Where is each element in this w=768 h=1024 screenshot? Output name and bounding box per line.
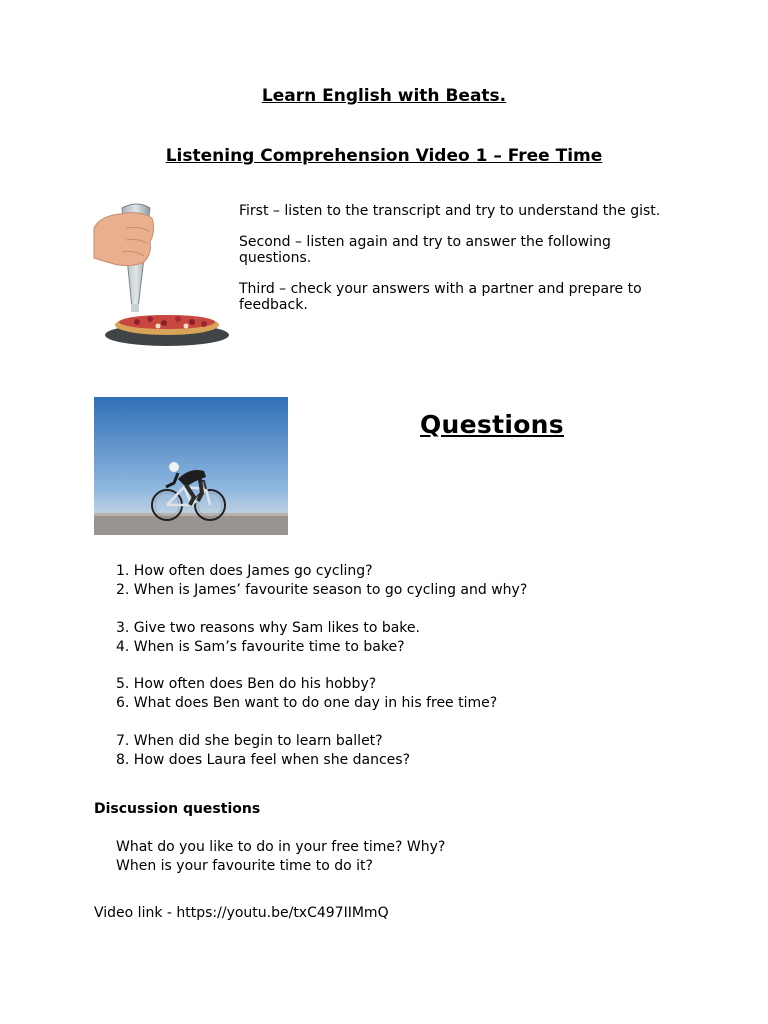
- cyclist-image: [94, 397, 288, 535]
- question-2: 2. When is James’ favourite season to go cycling and why?: [116, 582, 528, 598]
- video-link[interactable]: Video link - https://youtu.be/txC497IIMmQ: [94, 905, 389, 921]
- question-1: 1. How often does James go cycling?: [116, 563, 373, 579]
- instruction-3: Third – check your answers with a partner and prepare to feedback.: [239, 281, 642, 313]
- discussion-question-2: When is your favourite time to do it?: [116, 858, 373, 874]
- question-7: 7. When did she begin to learn ballet?: [116, 733, 383, 749]
- instruction-1: First – listen to the transcript and try to understand the gist.: [239, 203, 661, 219]
- instruction-2: Second – listen again and try to answer the following questions.: [239, 234, 611, 266]
- question-5: 5. How often does Ben do his hobby?: [116, 676, 377, 692]
- discussion-heading: Discussion questions: [94, 801, 261, 817]
- page-subtitle: Listening Comprehension Video 1 – Free Time: [165, 146, 603, 166]
- question-3: 3. Give two reasons why Sam likes to bake.: [116, 620, 420, 636]
- question-6: 6. What does Ben want to do one day in his free time?: [116, 695, 498, 711]
- baking-piping-icon: [92, 198, 232, 350]
- questions-heading: Questions: [420, 410, 564, 439]
- cyclist-photo: [94, 397, 288, 535]
- question-4: 4. When is Sam’s favourite time to bake?: [116, 639, 405, 655]
- page-title: Learn English with Beats.: [261, 86, 507, 106]
- question-8: 8. How does Laura feel when she dances?: [116, 752, 411, 768]
- baking-image: [92, 198, 232, 350]
- discussion-question-1: What do you like to do in your free time? Why?: [116, 839, 446, 855]
